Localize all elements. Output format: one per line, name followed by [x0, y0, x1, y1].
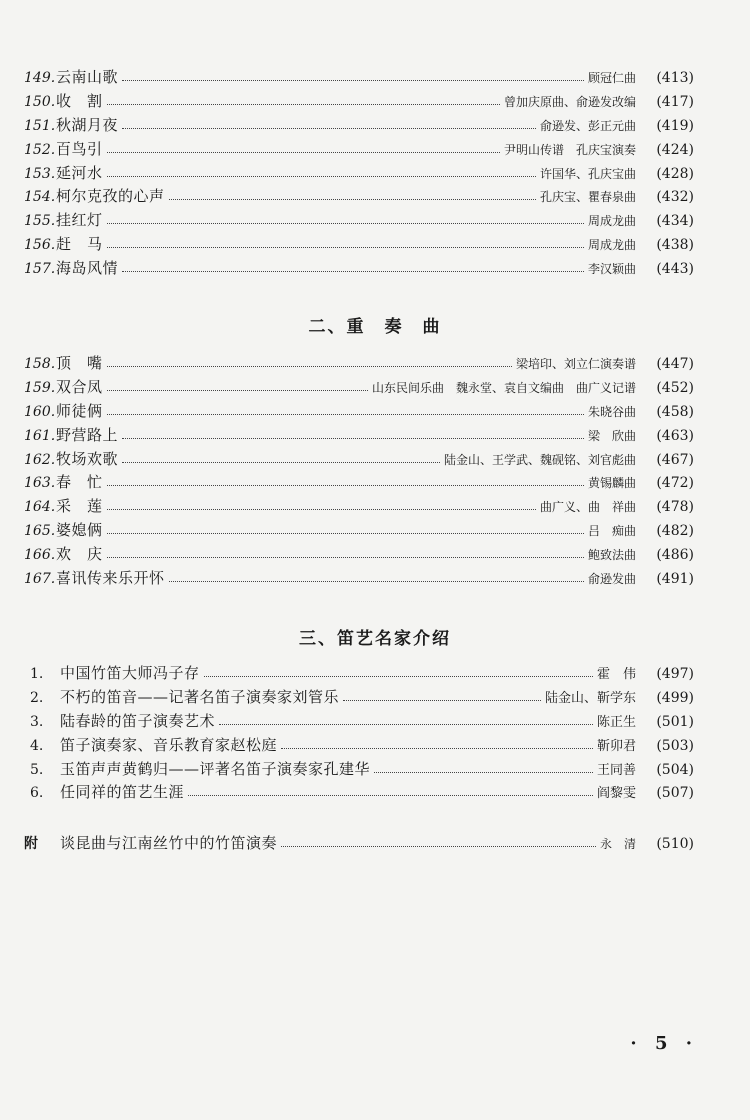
entry-number: 162.	[24, 451, 56, 468]
leader-dots	[343, 699, 541, 701]
entry-credit: 靳卯君	[596, 738, 636, 754]
toc-entry[interactable]	[0, 352, 750, 376]
entry-title: 云南山歌	[56, 68, 119, 86]
leader-dots	[169, 198, 536, 200]
toc-entry[interactable]	[0, 686, 750, 710]
toc-entry[interactable]	[0, 400, 750, 424]
entry-page: (486)	[656, 547, 694, 564]
leader-dots	[107, 103, 500, 105]
entry-credit: 顾冠仁曲	[587, 71, 636, 85]
leader-dots	[122, 127, 536, 129]
entry-number: 2.	[30, 689, 44, 706]
entry-number: 164.	[24, 499, 56, 516]
entry-title: 秋湖月夜	[56, 115, 119, 134]
entry-page: (467)	[656, 451, 694, 468]
entry-credit: 霍 伟	[596, 667, 636, 682]
entry-credit: 永 清	[599, 837, 636, 851]
leader-dots	[122, 79, 584, 81]
entry-page: (452)	[656, 379, 694, 396]
entry-page: (491)	[656, 571, 694, 588]
leader-dots	[122, 437, 584, 439]
entry-page: (472)	[656, 475, 694, 492]
entry-number: 158.	[24, 356, 56, 372]
entry-title: 不朽的笛音——记著名笛子演奏家刘管乐	[60, 687, 340, 706]
entry-number: 165.	[24, 523, 56, 540]
entry-title: 收 割	[56, 91, 103, 110]
entry-title: 牧场欢歌	[56, 449, 119, 468]
entry-title: 喜讯传来乐开怀	[56, 569, 165, 588]
entry-title: 春 忙	[56, 473, 103, 492]
leader-dots	[188, 794, 593, 796]
entry-title: 延河水	[56, 163, 103, 182]
entry-page: (447)	[656, 356, 694, 372]
entry-credit: 鲍致法曲	[587, 548, 636, 563]
toc-entry[interactable]	[0, 662, 750, 686]
leader-dots	[107, 532, 584, 534]
entry-credit: 曲广义、曲 祥曲	[539, 500, 636, 515]
leader-dots	[281, 845, 596, 847]
entry-number: 160.	[24, 403, 56, 420]
entry-page: (417)	[656, 93, 694, 110]
toc-entry[interactable]	[0, 495, 750, 519]
entry-number: 3.	[30, 713, 44, 730]
entry-title: 挂红灯	[56, 211, 103, 230]
entry-page: (478)	[656, 499, 694, 516]
entry-number: 153.	[24, 165, 56, 182]
leader-dots	[107, 151, 500, 153]
toc-entry[interactable]	[0, 448, 750, 472]
toc-entry[interactable]	[0, 138, 750, 162]
entry-title: 师徒俩	[56, 401, 103, 420]
entry-credit: 李汉颖曲	[587, 262, 636, 277]
entry-credit: 吕 痴曲	[587, 524, 636, 539]
entry-title: 野营路上	[56, 425, 119, 444]
entry-number: 166.	[24, 547, 56, 564]
toc-entry[interactable]	[0, 519, 750, 543]
entry-title: 欢 庆	[56, 545, 103, 564]
toc-entry[interactable]	[0, 543, 750, 567]
entry-title: 笛子演奏家、音乐教育家赵松庭	[60, 735, 278, 754]
toc-entry[interactable]	[0, 781, 750, 805]
leader-dots	[281, 747, 593, 749]
entry-credit: 梁培印、刘立仁演奏谱	[515, 357, 636, 371]
entry-number: 6.	[30, 785, 44, 802]
leader-dots	[107, 175, 536, 177]
entry-credit: 尹明山传谱 孔庆宝演奏	[503, 142, 636, 157]
entry-number: 156.	[24, 237, 56, 254]
entry-page: (499)	[656, 689, 694, 706]
toc-entry[interactable]	[0, 162, 750, 186]
entry-number: 157.	[24, 261, 56, 278]
entry-credit: 陆金山、靳学东	[544, 690, 636, 706]
entry-number: 167.	[24, 571, 56, 588]
entry-page: (413)	[656, 70, 694, 86]
leader-dots	[204, 675, 593, 677]
entry-title: 婆媳俩	[56, 521, 103, 540]
leader-dots	[107, 556, 584, 558]
appendix-label: 附	[24, 836, 38, 852]
entry-page: (503)	[656, 737, 694, 754]
leader-dots	[107, 222, 584, 224]
entry-title: 赶 马	[56, 235, 103, 254]
entry-page: (482)	[656, 523, 694, 540]
entry-number: 5.	[30, 761, 44, 778]
page-number: · 5 ·	[630, 1033, 698, 1054]
entry-page: (432)	[656, 189, 694, 206]
entry-number: 155.	[24, 213, 56, 230]
entry-number: 163.	[24, 475, 56, 492]
toc-entry[interactable]	[0, 424, 750, 448]
entry-credit: 孔庆宝、瞿春泉曲	[539, 190, 636, 205]
leader-dots	[169, 580, 584, 582]
solo-pieces-list	[0, 66, 750, 281]
entry-credit: 山东民间乐曲 魏永堂、袁自文编曲 曲广义记谱	[371, 380, 636, 395]
toc-entry[interactable]	[0, 710, 750, 734]
entry-number: 151.	[24, 117, 56, 134]
leader-dots	[107, 508, 536, 510]
section-heading-masters: 三、笛艺名家介绍	[299, 629, 451, 649]
entry-number: 150.	[24, 93, 56, 110]
entry-page: (497)	[656, 666, 694, 682]
entry-title: 中国竹笛大师冯子存	[60, 664, 200, 682]
leader-dots	[122, 270, 584, 272]
entry-page: (419)	[656, 117, 694, 134]
section-heading-ensemble: 二、重 奏 曲	[308, 317, 442, 337]
toc-entry[interactable]	[0, 376, 750, 400]
entry-title: 采 莲	[56, 497, 103, 516]
entry-credit: 周成龙曲	[587, 214, 636, 229]
entry-title: 陆春龄的笛子演奏艺术	[60, 711, 216, 730]
entry-number: 159.	[24, 379, 56, 396]
toc-entry[interactable]	[0, 257, 750, 281]
toc-entry[interactable]	[0, 66, 750, 90]
entry-title: 百鸟引	[56, 139, 103, 158]
entry-credit: 俞逊发曲	[587, 572, 636, 587]
ensemble-pieces-list	[0, 352, 750, 591]
appendix-list	[0, 832, 750, 856]
entry-number: 4.	[30, 737, 44, 754]
entry-credit: 梁 欣曲	[587, 428, 636, 443]
leader-dots	[107, 246, 584, 248]
entry-title: 任同祥的笛艺生涯	[60, 783, 185, 802]
entry-page: (510)	[656, 836, 694, 852]
leader-dots	[107, 365, 512, 367]
toc-entry[interactable]	[0, 758, 750, 782]
entry-page: (504)	[656, 761, 694, 778]
toc-entry[interactable]	[0, 567, 750, 591]
entry-title: 柯尔克孜的心声	[56, 187, 165, 206]
entry-title: 双合凤	[56, 377, 103, 396]
masters-essays-list	[0, 662, 750, 805]
entry-page: (458)	[656, 403, 694, 420]
toc-entry[interactable]	[0, 209, 750, 233]
leader-dots	[374, 771, 593, 773]
entry-credit: 陆金山、王学武、魏砚铭、刘官彪曲	[443, 452, 636, 467]
leader-dots	[107, 389, 368, 391]
entry-number: 149.	[24, 70, 56, 86]
leader-dots	[107, 413, 584, 415]
toc-entry[interactable]	[0, 471, 750, 495]
leader-dots	[122, 461, 440, 463]
entry-title: 顶 嘴	[56, 354, 103, 372]
entry-title: 玉笛声声黄鹤归——评著名笛子演奏家孔建华	[60, 759, 371, 778]
entry-credit: 俞逊发、彭正元曲	[539, 118, 636, 133]
entry-credit: 曾加庆原曲、俞逊发改编	[503, 94, 636, 109]
entry-page: (443)	[656, 261, 694, 278]
entry-credit: 周成龙曲	[587, 238, 636, 253]
toc-entry[interactable]	[0, 734, 750, 758]
entry-credit: 陈正生	[596, 714, 636, 730]
entry-page: (463)	[656, 427, 694, 444]
entry-page: (424)	[656, 141, 694, 158]
entry-number: 1.	[30, 666, 44, 682]
leader-dots	[107, 484, 584, 486]
entry-credit: 王同善	[596, 762, 636, 778]
entry-page: (434)	[656, 213, 694, 230]
entry-number: 161.	[24, 427, 56, 444]
toc-entry-appendix[interactable]	[0, 832, 750, 856]
entry-title: 海岛风情	[56, 259, 119, 278]
entry-credit: 阎黎雯	[596, 786, 636, 802]
leader-dots	[219, 723, 593, 725]
entry-number: 154.	[24, 189, 56, 206]
entry-page: (507)	[656, 785, 694, 802]
toc-entry[interactable]	[0, 185, 750, 209]
entry-page: (438)	[656, 237, 694, 254]
entry-title: 谈昆曲与江南丝竹中的竹笛演奏	[60, 834, 278, 852]
entry-credit: 朱晓谷曲	[587, 404, 636, 419]
entry-credit: 许国华、孔庆宝曲	[539, 166, 636, 181]
toc-entry[interactable]	[0, 114, 750, 138]
entry-number: 152.	[24, 141, 56, 158]
toc-entry[interactable]	[0, 90, 750, 114]
toc-entry[interactable]	[0, 233, 750, 257]
entry-page: (428)	[656, 165, 694, 182]
entry-page: (501)	[656, 713, 694, 730]
entry-credit: 黄锡麟曲	[587, 476, 636, 491]
